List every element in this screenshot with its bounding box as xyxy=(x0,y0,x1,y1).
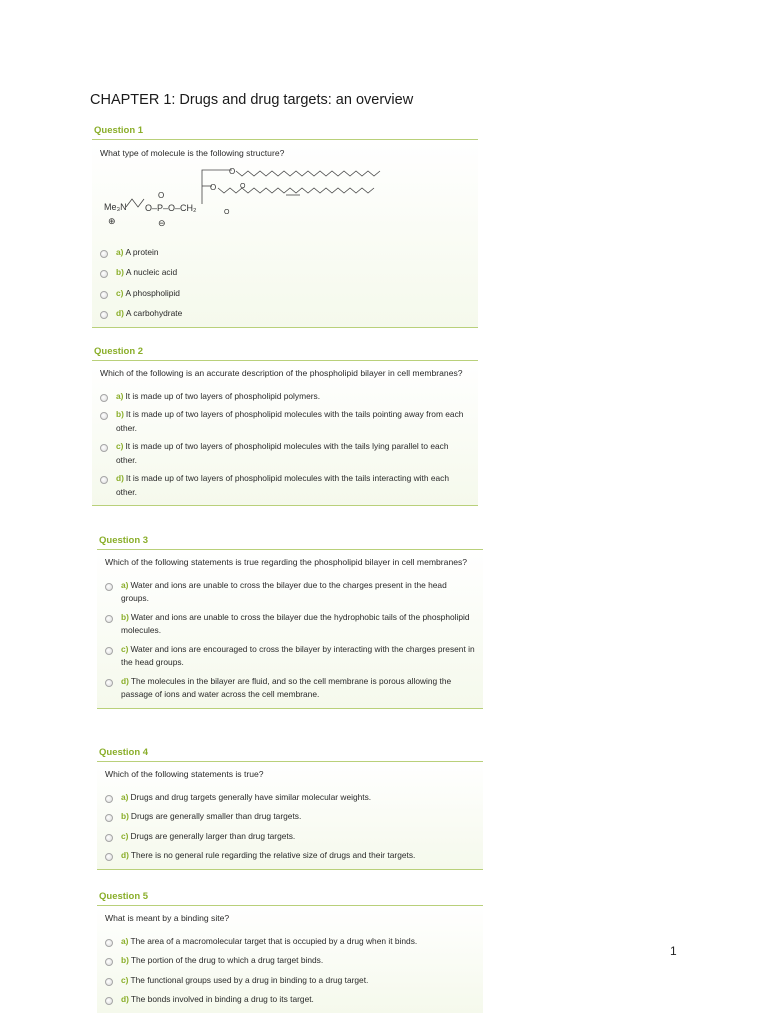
option-a[interactable] xyxy=(105,935,475,949)
option-text: A phospholipid xyxy=(125,287,180,298)
option-d[interactable] xyxy=(100,307,470,321)
question-body xyxy=(92,361,478,506)
question-body xyxy=(97,762,483,870)
structure-carbonyl-o-2: O xyxy=(224,208,230,216)
option-a[interactable] xyxy=(105,579,475,606)
radio-button[interactable] xyxy=(100,291,108,299)
question-3 xyxy=(97,533,483,709)
option-text: Drugs are generally larger than drug targets. xyxy=(130,830,296,841)
question-text: Which of the following statements is true? xyxy=(105,769,264,779)
structure-chain: O–P–O–CH₂ xyxy=(145,202,197,213)
option-letter: d) xyxy=(116,473,124,483)
question-heading: Question 3 xyxy=(97,533,483,550)
radio-button[interactable] xyxy=(105,853,113,861)
option-letter: b) xyxy=(116,409,124,419)
option-text: The area of a macromolecular target that is occupied by a drug when it binds. xyxy=(130,935,418,946)
option-d[interactable] xyxy=(105,849,475,863)
option-c[interactable] xyxy=(100,287,470,301)
question-body xyxy=(97,906,483,1013)
structure-carbonyl-o-1: O xyxy=(240,182,246,190)
phospholipid-structure xyxy=(100,164,390,236)
option-a[interactable] xyxy=(105,791,475,805)
radio-button[interactable] xyxy=(105,795,113,803)
option-letter: a) xyxy=(121,935,129,946)
option-letter: c) xyxy=(121,974,129,985)
question-heading: Question 2 xyxy=(92,344,478,361)
page-number: 1 xyxy=(670,944,677,958)
option-a[interactable] xyxy=(100,390,470,404)
radio-button[interactable] xyxy=(105,647,113,655)
radio-button[interactable] xyxy=(105,834,113,842)
radio-button[interactable] xyxy=(100,444,108,452)
option-c[interactable] xyxy=(100,440,470,467)
radio-button[interactable] xyxy=(105,978,113,986)
option-letter: d) xyxy=(116,308,124,318)
radio-button[interactable] xyxy=(105,958,113,966)
option-text: The molecules in the bilayer are fluid, and so the cell membrane is porous allowing the passage of ions and water across the cell membrane. xyxy=(121,675,452,699)
structure-o-top: O xyxy=(158,190,165,200)
radio-button[interactable] xyxy=(100,270,108,278)
chapter-title: CHAPTER 1: Drugs and drug targets: an overview xyxy=(90,92,414,108)
option-letter: c) xyxy=(116,441,124,451)
radio-button[interactable] xyxy=(100,250,108,258)
option-text: A protein xyxy=(125,246,159,257)
option-letter: a) xyxy=(121,579,129,590)
radio-button[interactable] xyxy=(105,997,113,1005)
structure-o-ester-2: O xyxy=(210,182,217,192)
option-letter: b) xyxy=(121,611,129,622)
radio-button[interactable] xyxy=(105,814,113,822)
question-heading: Question 5 xyxy=(97,889,483,906)
question-4 xyxy=(97,745,483,870)
structure-charge-pos: ⊕ xyxy=(108,215,116,226)
question-text: Which of the following is an accurate description of the phospholipid bilayer in cell membranes? xyxy=(100,368,463,378)
question-heading: Question 1 xyxy=(92,123,478,140)
question-body xyxy=(97,550,483,709)
option-letter: b) xyxy=(121,811,129,821)
option-b[interactable] xyxy=(100,266,470,280)
option-text: The bonds involved in binding a drug to its target. xyxy=(130,994,314,1004)
radio-button[interactable] xyxy=(100,412,108,420)
radio-button[interactable] xyxy=(105,939,113,947)
option-letter: a) xyxy=(116,390,124,401)
option-text: A carbohydrate xyxy=(125,308,183,318)
question-text: What is meant by a binding site? xyxy=(105,913,230,923)
option-text: It is made up of two layers of phospholipid molecules with the tails lying parallel to each other. xyxy=(116,441,449,465)
option-b[interactable] xyxy=(105,810,475,824)
option-text: It is made up of two layers of phospholipid molecules with the tails pointing away from each other. xyxy=(116,409,464,433)
option-text: Water and ions are unable to cross the bilayer due the hydrophobic tails of the phospholipid molecules. xyxy=(121,611,470,635)
option-letter: b) xyxy=(116,267,124,277)
question-2 xyxy=(92,344,478,506)
option-a[interactable] xyxy=(100,246,470,260)
option-letter: d) xyxy=(121,994,129,1004)
radio-button[interactable] xyxy=(100,311,108,319)
option-c[interactable] xyxy=(105,830,475,844)
option-letter: d) xyxy=(121,850,129,860)
option-letter: d) xyxy=(121,675,129,686)
question-heading: Question 4 xyxy=(97,745,483,762)
radio-button[interactable] xyxy=(100,394,108,402)
structure-charge-neg: ⊖ xyxy=(158,217,166,228)
radio-button[interactable] xyxy=(100,476,108,484)
option-text: Water and ions are encouraged to cross the bilayer by interacting with the charges present in the head groups. xyxy=(121,643,475,667)
option-letter: a) xyxy=(116,246,124,257)
option-text: A nucleic acid xyxy=(125,267,178,277)
option-b[interactable] xyxy=(105,954,475,968)
option-d[interactable] xyxy=(105,993,475,1007)
option-text: The portion of the drug to which a drug target binds. xyxy=(130,955,324,965)
radio-button[interactable] xyxy=(105,615,113,623)
option-text: There is no general rule regarding the relative size of drugs and their targets. xyxy=(130,850,416,860)
question-text: Which of the following statements is true regarding the phospholipid bilayer in cell membranes? xyxy=(105,557,468,567)
option-letter: a) xyxy=(121,791,129,802)
question-5 xyxy=(97,889,483,1013)
radio-button[interactable] xyxy=(105,583,113,591)
option-text: Drugs are generally smaller than drug targets. xyxy=(130,811,302,821)
option-text: Drugs and drug targets generally have similar molecular weights. xyxy=(130,791,372,802)
option-text: The functional groups used by a drug in binding to a drug target. xyxy=(130,974,369,985)
option-letter: c) xyxy=(121,643,129,654)
option-c[interactable] xyxy=(105,643,475,670)
option-b[interactable] xyxy=(105,611,475,638)
option-b[interactable] xyxy=(100,408,470,435)
option-text: It is made up of two layers of phospholipid polymers. xyxy=(125,390,321,401)
option-letter: b) xyxy=(121,955,129,965)
option-c[interactable] xyxy=(105,974,475,988)
question-1 xyxy=(92,123,478,328)
option-text: It is made up of two layers of phospholipid molecules with the tails interacting with each other. xyxy=(116,473,449,497)
option-letter: c) xyxy=(121,830,129,841)
structure-o-ester-1: O xyxy=(229,166,236,176)
option-letter: c) xyxy=(116,287,124,298)
question-text: What type of molecule is the following structure? xyxy=(100,148,285,158)
radio-button[interactable] xyxy=(105,679,113,687)
structure-label-n: Me₃N xyxy=(104,201,127,212)
option-d[interactable] xyxy=(105,675,475,702)
option-d[interactable] xyxy=(100,472,470,499)
question-body xyxy=(92,140,478,328)
option-text: Water and ions are unable to cross the bilayer due to the charges present in the head groups. xyxy=(121,579,447,603)
